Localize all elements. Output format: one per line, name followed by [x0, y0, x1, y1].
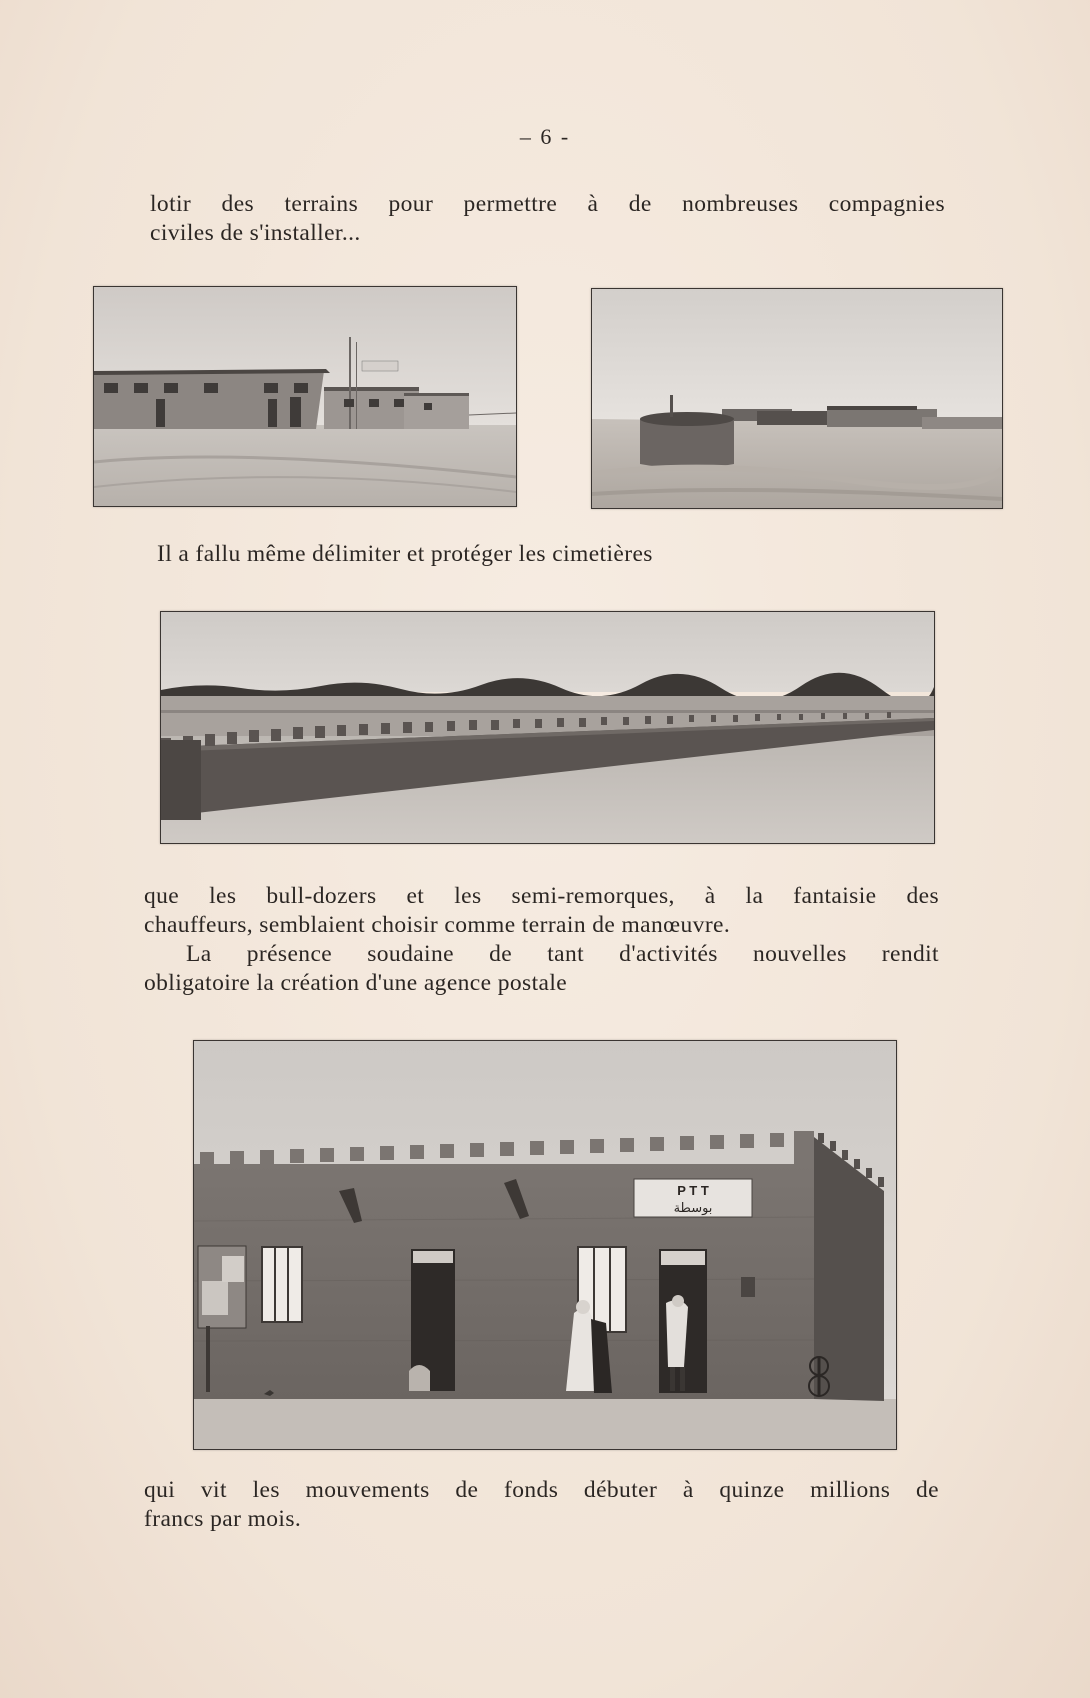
- paragraph-funds: [144, 1476, 939, 1534]
- text-line: chauffeurs, semblaient choisir comme terrain de manœuvre.: [144, 912, 731, 938]
- paragraph-companies: [150, 190, 945, 248]
- text-line: obligatoire la création d'une agence postale: [144, 970, 568, 996]
- text-line: civiles de s'installer...: [150, 220, 361, 246]
- page-number: – 6 -: [519, 124, 571, 149]
- paragraph-cemeteries: [157, 540, 937, 569]
- paragraph-post-office: [144, 882, 939, 998]
- text-line: La présence soudaine de tant d'activités nouvelles rendit: [186, 941, 939, 967]
- text-line: francs par mois.: [144, 1506, 302, 1532]
- photo-cistern-desert: [591, 288, 1003, 509]
- photo-company-buildings: [93, 286, 517, 507]
- text-line: lotir des terrains pour permettre à de nombreuses compagnies: [150, 191, 945, 217]
- text-line: Il a fallu même délimiter et protéger les cimetières: [157, 541, 653, 567]
- text-line: qui vit les mouvements de fonds débuter à quinze millions de: [144, 1477, 939, 1503]
- text-line: que les bull-dozers et les semi-remorques, à la fantaisie des: [144, 883, 939, 909]
- photo-post-office: [193, 1040, 897, 1450]
- post-office-sign-latin: P T T: [677, 1183, 709, 1198]
- post-office-sign-arabic: بوسطة: [673, 1201, 713, 1216]
- photo-cemetery-wall: [160, 611, 935, 844]
